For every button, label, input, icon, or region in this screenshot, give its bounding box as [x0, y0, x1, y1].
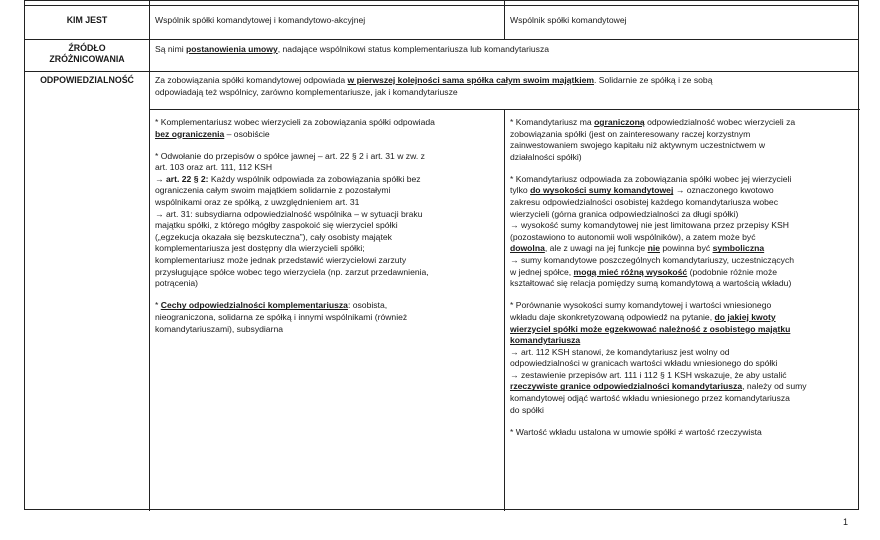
text-run: Każdy wspólnik odpowiada za zobowiązania spółki bez [208, 173, 421, 184]
text-line: → art. 31: subsydiarna odpowiedzialność wspólnika – w sytuacji braku [155, 208, 423, 219]
text-line: zobowiązania spółki (jest on zainteresowany raczej korzystnym [510, 128, 751, 139]
text-line: * Odwołanie do przepisów o spółce jawnej – art. 22 § 2 i art. 31 w zw. z [155, 150, 425, 161]
text-line [155, 75, 855, 87]
text-line [510, 243, 858, 255]
paragraph [510, 427, 858, 439]
text-line: * Porównanie wysokości sumy komandytowej i wartości wniesionego [510, 300, 772, 311]
text-line: komplementariusza jest dostępny dla wierzycieli spółki; [155, 243, 365, 254]
text-line: → sumy komandytowe poszczególnych komandytariuszy, uczestniczących [510, 255, 795, 266]
text-run: w pierwszej kolejności sama spółka całym swoim majątkiem [347, 75, 594, 85]
text-line: zainwestowaniem swojego kapitału niż aktywnym uczestnictwem w [510, 140, 766, 151]
text-line: komandytariusza [510, 335, 581, 346]
table-column-rule [504, 1, 505, 39]
text-line: wierzycieli (górna granica odpowiedzialności za długi spółki) [510, 208, 739, 219]
text-line [155, 129, 500, 141]
text-line: („egzekucja okazała się bezskuteczna”), cały osobisty majątek [155, 231, 392, 242]
text-line [510, 185, 858, 197]
text-line: zakresu odpowiedzialności osobistej każdego komandytariusza wobec [510, 197, 778, 208]
table-column-rule [504, 109, 505, 511]
text-run: bez ograniczenia [155, 128, 225, 139]
text-line: (pozostawiono to autonomii woli wspólników), a zatem może być [510, 231, 756, 242]
text-run: mogą mieć różną wysokość [573, 266, 688, 277]
text-run: powinna być [660, 243, 713, 254]
text-run: wkładu daje skonkretyzowaną odpowiedź na pytanie, [510, 311, 715, 322]
row-label-kim-jest: KIM JEST [66, 15, 108, 25]
text-line: do spółki [510, 404, 544, 415]
text-line: kształtować się relacja pomiędzy sumą komandytową a wartością wkładu) [510, 278, 792, 289]
row-label-line: ŹRÓDŁO [68, 43, 106, 53]
text-run: * Komandytariusz ma [510, 117, 595, 127]
text-line: * Wartość wkładu ustalona w umowie spółki ≠ wartość rzeczywista [510, 426, 762, 437]
text-run: : osobista, [347, 300, 388, 311]
row-label-odpowiedzialnosc: ODPOWIEDZIALNOŚĆ [40, 75, 134, 85]
table-column-rule [149, 1, 150, 511]
text-run: → oznaczonego kwotowo [673, 185, 774, 196]
text-run: (podobnie różnie może [687, 266, 778, 277]
text-run: , należy od sumy [742, 381, 807, 392]
text-line [155, 300, 500, 312]
row-label-line: ZRÓŻNICOWANIA [49, 54, 125, 64]
text-run: , ale z uwagi na jej funkcje [544, 243, 648, 254]
paragraph [510, 300, 858, 416]
comparison-table [24, 0, 859, 510]
text-line: komplementariusz może jednak przedstawić wierzycielowi zarzuty [155, 255, 407, 266]
text-line [510, 312, 858, 324]
text-run: ograniczoną [594, 117, 645, 127]
text-line: nieograniczona, solidarna ze spółką i innymi wspólnikami (również [155, 311, 408, 322]
text-line: działalności spółki) [510, 151, 582, 162]
text-line: odpowiedzialności w granicach wartości wkładu wniesionego do spółki [510, 358, 778, 369]
text-run: Są nimi [155, 44, 187, 54]
liability-intro [155, 75, 855, 98]
text-run: Cechy odpowiedzialności komplementariusza [160, 300, 348, 311]
text-line: → zestawienie przepisów art. 111 i 112 § 1 KSH wskazuje, że aby ustalić [510, 369, 787, 380]
header-col1: Wspólnik spółki komandytowej i komandytowo-akcyjnej [155, 15, 366, 25]
text-run: tylko [510, 185, 531, 196]
text-line: odpowiadają też wspólnicy, zarówno komplementariusze, jak i komandytariusze [155, 86, 458, 97]
source-text [155, 44, 855, 56]
text-run: do jakiej kwoty [714, 311, 776, 322]
text-line: * Komandytariusz odpowiada za zobowiązania spółki wobec jej wierzycieli [510, 173, 792, 184]
text-line: → wysokość sumy komandytowej nie jest limitowana przez przepisy KSH [510, 220, 789, 231]
text-run: → art. 22 § 2: [155, 173, 209, 184]
row-label-zrodlo [25, 43, 149, 65]
paragraph [155, 151, 500, 290]
text-line: komandytariuszami), subsydiarna [155, 323, 284, 334]
text-line [510, 267, 858, 279]
text-line [510, 381, 858, 393]
text-line [510, 117, 858, 129]
text-run: symboliczna [712, 243, 765, 254]
text-line [155, 174, 500, 186]
text-run: nie [647, 243, 660, 254]
text-run: * [155, 300, 161, 311]
text-run: w jednej spółce, [510, 266, 574, 277]
text-line: → art. 112 KSH stanowi, że komandytariusz jest wolny od [510, 346, 730, 357]
text-run: Za zobowiązania spółki komandytowej odpowiada [155, 75, 348, 85]
text-line: ograniczenia całym swoim majątkiem solidarnie z pozostałymi [155, 185, 391, 196]
komplementariusz-column [155, 117, 500, 335]
text-line: art. 103 oraz art. 111, 112 KSH [155, 162, 273, 173]
header-col2: Wspólnik spółki komandytowej [510, 15, 627, 25]
text-run: odpowiedzialność wobec wierzycieli za [644, 117, 796, 127]
text-run: , nadające wspólnikowi status komplementariusza lub komandytariusza [277, 44, 550, 54]
paragraph [155, 117, 500, 140]
text-line: majątku spółki, z którego mógłby zaspokoić się wierzyciel spółki [155, 220, 398, 231]
text-line: komandytowej odjąć wartość wkładu wniesionego przez komandytariusza [510, 393, 790, 404]
text-line: wspólnikami oraz ze spółką, z uwzględnieniem art. 31 [155, 197, 360, 208]
paragraph [510, 117, 858, 163]
text-run: do wysokości sumy komandytowej [530, 185, 674, 196]
paragraph [155, 300, 500, 335]
page-number: 1 [843, 517, 849, 527]
text-run: . Solidarnie ze spółką i ze sobą [594, 75, 713, 85]
komandytariusz-column [510, 117, 858, 438]
text-line: wierzyciel spółki może egzekwować należność z osobistego majątku [510, 323, 791, 334]
text-run: rzeczywiste granice odpowiedzialności komandytariusza [510, 381, 743, 392]
text-run: postanowienia umowy [186, 44, 278, 54]
paragraph [510, 174, 858, 290]
text-run: – osobiście [224, 128, 270, 139]
text-line: przysługujące spółce wobec tego wierzyciela (np. zarzut przedawnienia, [155, 266, 429, 277]
text-line: potrącenia) [155, 278, 198, 289]
text-line: * Komplementariusz wobec wierzycieli za zobowiązania spółki odpowiada [155, 117, 435, 127]
text-run: dowolna [510, 243, 545, 254]
